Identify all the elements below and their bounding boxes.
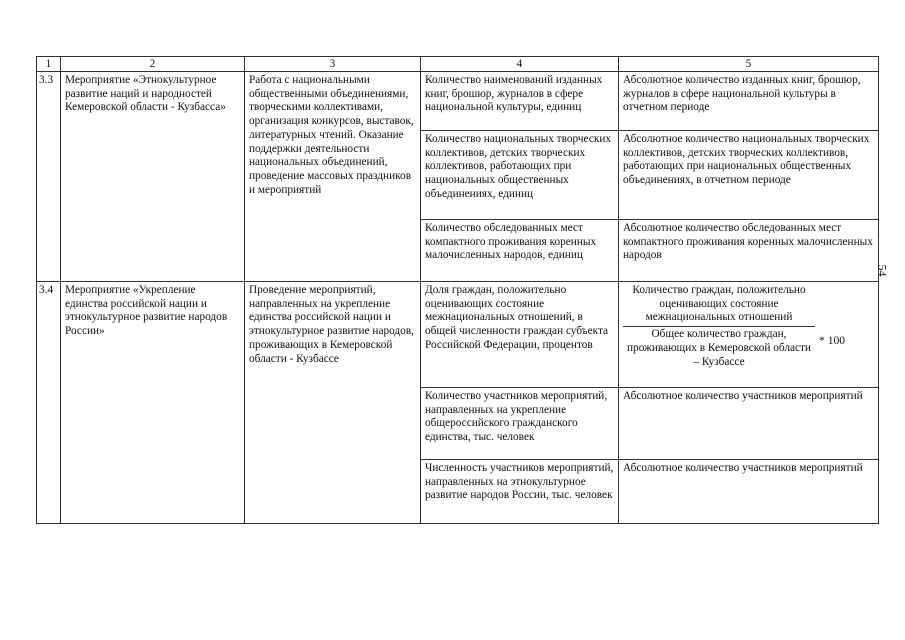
indicator-name: Количество участников мероприятий, направленных на укрепление общероссийского гражданского единства, тыс. человек [421,388,619,460]
formula-multiplier: * 100 [819,334,846,347]
formula-denominator: Общее количество граждан, проживающих в Кемеровской области – Кузбассе [627,328,811,368]
header-cell-4: 4 [421,57,619,72]
calculation-method: Абсолютное количество участников мероприятий [619,388,879,460]
event-name: Мероприятие «Этнокультурное развитие наций и народностей Кемеровской области - Кузбасса» [61,72,245,282]
calculation-formula [623,284,846,369]
indicator-name: Доля граждан, положительно оценивающих состояние межнациональных отношений, в общей численности граждан субъекта Российской Федерации, процентов [421,282,619,388]
row-number: 3.3 [37,72,61,282]
indicator-name: Численность участников мероприятий, направленных на этнокультурное развитие народов России, тыс. человек [421,460,619,524]
event-name: Мероприятие «Укрепление единства российской нации и этнокультурное развитие народов России» [61,282,245,524]
event-description: Работа с национальными общественными объединениями, творческими коллективами, организация конкурсов, выставок, литературных чтений. Оказание поддержки деятельности национальных объединений, проведение массовых праздников и мероприятий [245,72,421,282]
indicator-name: Количество национальных творческих коллективов, детских творческих коллективов, работающих при национальных общественных объединениях, единиц [421,131,619,220]
indicator-name: Количество наименований изданных книг, брошюр, журналов в сфере национальной культуры, единиц [421,72,619,131]
header-cell-2: 2 [61,57,245,72]
calculation-method: Абсолютное количество национальных творческих коллективов, детских творческих коллективов, работающих при национальных общественных объединениях, в отчетном периоде [619,131,879,220]
calculation-method: Абсолютное количество участников мероприятий [619,460,879,524]
header-cell-3: 3 [245,57,421,72]
row-number: 3.4 [37,282,61,524]
calculation-formula-cell [619,282,879,388]
calculation-method: Абсолютное количество изданных книг, брошюр, журналов в сфере национальной культуры в отчетном периоде [619,72,879,131]
table-row [37,72,879,131]
header-cell-5: 5 [619,57,879,72]
calculation-method: Абсолютное количество обследованных мест компактного проживания коренных малочисленных народов [619,220,879,282]
event-description: Проведение мероприятий, направленных на укрепление единства российской нации и этнокультурное развитие народов, проживающих в Кемеровской области - Кузбассе [245,282,421,524]
header-cell-1: 1 [37,57,61,72]
formula-numerator: Количество граждан, положительно оценивающих состояние межнациональных отношений [623,284,815,327]
header-row [37,57,879,72]
indicator-name: Количество обследованных мест компактного проживания коренных малочисленных народов, единиц [421,220,619,282]
formula-fraction [623,284,815,369]
page-number: 54 [875,264,890,277]
indicators-table [36,56,879,524]
table-row [37,282,879,388]
